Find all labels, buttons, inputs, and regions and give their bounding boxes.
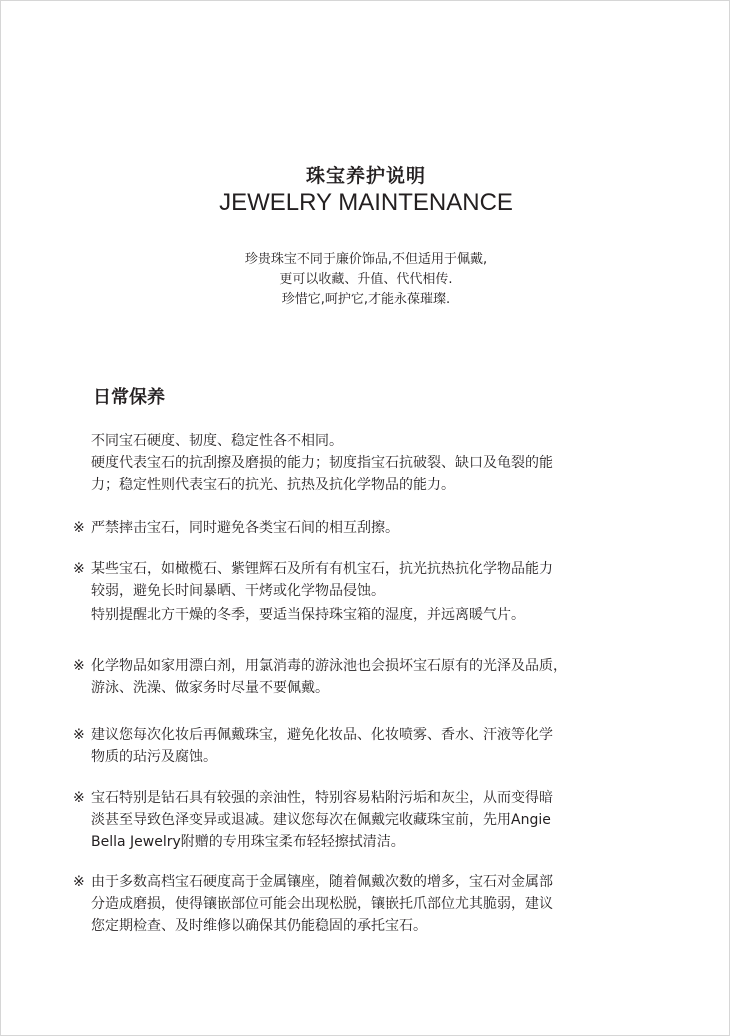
intro-paragraph [1,250,730,310]
note-text: 由于多数高档宝石硬度高于金属镶座，随着佩戴次数的增多，宝石对金属部 [91,874,553,890]
care-note [73,871,673,937]
note-text: 您定期检查、及时维修以确保其仍能稳固的承托宝石。 [91,918,427,934]
title-chinese: 珠宝养护说明 [305,165,426,187]
note-text: 某些宝石，如橄榄石、紫锂辉石及所有有机宝石，抗光抗热抗化学物品能力 [91,561,553,577]
title-english: JEWELRY MAINTENANCE [219,189,513,216]
reference-mark: ※ [73,874,85,890]
general-description [91,430,553,496]
intro-line: 珍惜它,呵护它,才能永葆璀璨. [281,292,451,307]
intro-line: 珍贵珠宝不同于廉价饰品,不但适用于佩戴, [244,252,488,267]
note-text: 物质的玷污及腐蚀。 [91,749,217,765]
note-text: 宝石特别是钻石具有较强的亲油性，特别容易粘附污垢和灰尘，从而变得暗 [91,790,553,806]
reference-mark: ※ [73,790,85,806]
general-line: 力；稳定性则代表宝石的抗光、抗热及抗化学物品的能力。 [91,477,455,493]
note-text: 严禁摔击宝石，同时避免各类宝石间的相互刮擦。 [91,520,399,536]
note-text: 游泳、洗澡、做家务时尽量不要佩戴。 [91,680,329,696]
reference-mark: ※ [73,727,85,743]
reference-mark: ※ [73,561,85,577]
note-text: 较弱，避免长时间暴晒、干烤或化学物品侵蚀。 [91,583,385,599]
note-text: Bella Jewelry附赠的专用珠宝柔布轻轻擦拭清洁。 [91,834,405,850]
general-line: 硬度代表宝石的抗刮擦及磨损的能力；韧度指宝石抗破裂、缺口及龟裂的能 [91,455,553,471]
section-heading: 日常保养 [93,387,165,408]
care-note [73,787,673,853]
note-text: 化学物品如家用漂白剂，用氯消毒的游泳池也会损坏宝石原有的光泽及品质， [91,658,567,674]
care-note [73,558,673,626]
note-text: 分造成磨损，使得镶嵌部位可能会出现松脱，镶嵌托爪部位尤其脆弱，建议 [91,896,553,912]
note-text: 特别提醒北方干燥的冬季，要适当保持珠宝箱的湿度，并远离暖气片。 [91,607,525,623]
care-note [73,724,673,768]
care-note [73,655,673,699]
reference-mark: ※ [73,658,85,674]
note-text: 建议您每次化妆后再佩戴珠宝，避免化妆品、化妆喷雾、香水、汗液等化学 [91,727,553,743]
note-text: 淡甚至导致色泽变异或退减。建议您每次在佩戴完收藏珠宝前，先用Angie [91,812,551,828]
general-line: 不同宝石硬度、韧度、稳定性各不相同。 [91,433,343,449]
intro-line: 更可以收藏、升值、代代相传. [279,272,453,287]
care-note [73,517,673,539]
reference-mark: ※ [73,520,85,536]
